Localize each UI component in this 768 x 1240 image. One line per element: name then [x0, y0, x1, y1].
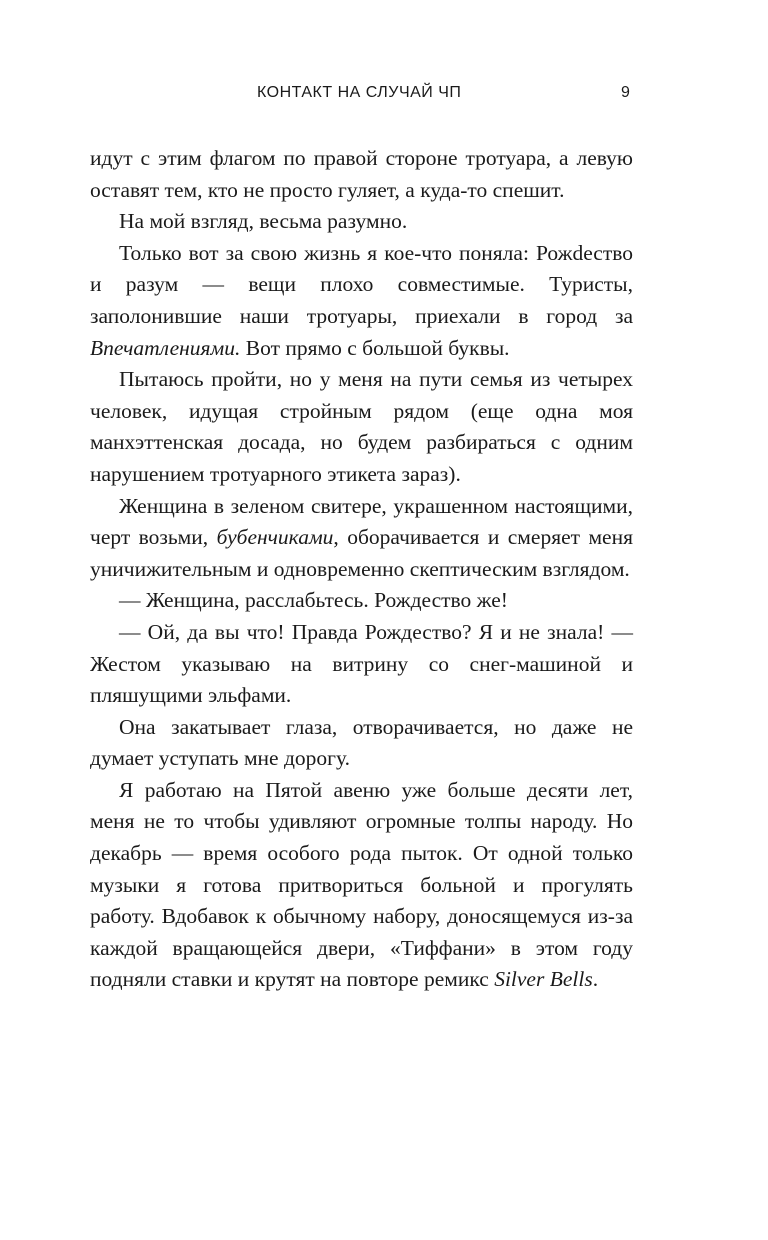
- paragraph-2: [90, 206, 633, 238]
- page-number: 9: [621, 84, 631, 101]
- paragraph-4: [90, 364, 633, 490]
- paragraph-5-text-c: , оборачивается и смеряет меня уничижительным и одновременно скептическим взглядом.: [90, 525, 633, 581]
- paragraph-6-dialogue: [90, 585, 633, 617]
- paragraph-3-text-c: Вот прямо с большой буквы.: [240, 335, 510, 360]
- running-header: [0, 84, 768, 108]
- body-text: [90, 143, 633, 996]
- paragraph-6-text: — Женщина, расслабьтесь. Рождество же!: [119, 588, 508, 613]
- paragraph-4-text: Пытаюсь пройти, но у меня на пути семья из четырех человек, идущая стройным рядом (еще одна моя манхэттенская досада, но будем разбираться с одним нарушением тротуарного этикета зараз).: [90, 367, 633, 486]
- paragraph-7-text: — Ой, да вы что! Правда Рождество? Я и не знала! — Жестом указываю на витрину со снег-машиной и пляшущими эльфами.: [90, 619, 633, 708]
- paragraph-8: [90, 712, 633, 775]
- paragraph-3: [90, 238, 633, 364]
- paragraph-9-text-c: .: [592, 967, 599, 992]
- paragraph-9-text-a: Я работаю на Пятой авеню уже больше десяти лет, меня не то чтобы удивляют огромные толпы народу. Но декабрь — время особого рода пыток. От одной только музыки я готова притвориться больной и прогулять работу. Вдобавок к обычному набору, доносящемуся из-за каждой вращающейся двери, «Тиффани» в этом году подняли ставки и крутят на повторе ремикс: [90, 777, 633, 992]
- paragraph-9-italic: Silver Bells: [494, 967, 593, 992]
- paragraph-2-text: На мой взгляд, весьма разумно.: [119, 209, 408, 234]
- running-title: КОНТАКТ НА СЛУЧАЙ ЧП: [257, 84, 462, 101]
- paragraph-8-text: Она закатывает глаза, отворачивается, но даже не думает уступать мне дорогу.: [90, 714, 633, 771]
- paragraph-3-text-a: Только вот за свою жизнь я кое-что поняла: Рожdество и разум — вещи плохо совместимые. Туристы, заполонившие наши тротуары, приехали в город за: [90, 240, 633, 328]
- paragraph-5-italic: бубенчиками: [216, 525, 334, 550]
- paragraph-1: [90, 143, 633, 206]
- paragraph-7-dialogue: [90, 617, 633, 712]
- paragraph-1-text: идут с этим флагом по правой стороне тротуара, а левую оставят тем, кто не просто гуляет, а куда-то спешит.: [90, 146, 633, 202]
- paragraph-3-italic: Впечатлениями.: [90, 335, 241, 360]
- paragraph-5-text-a: Женщина в зеленом свитере, украшенном настоящими, черт возьми,: [90, 493, 633, 550]
- paragraph-9: [90, 775, 633, 996]
- paragraph-5: [90, 491, 633, 586]
